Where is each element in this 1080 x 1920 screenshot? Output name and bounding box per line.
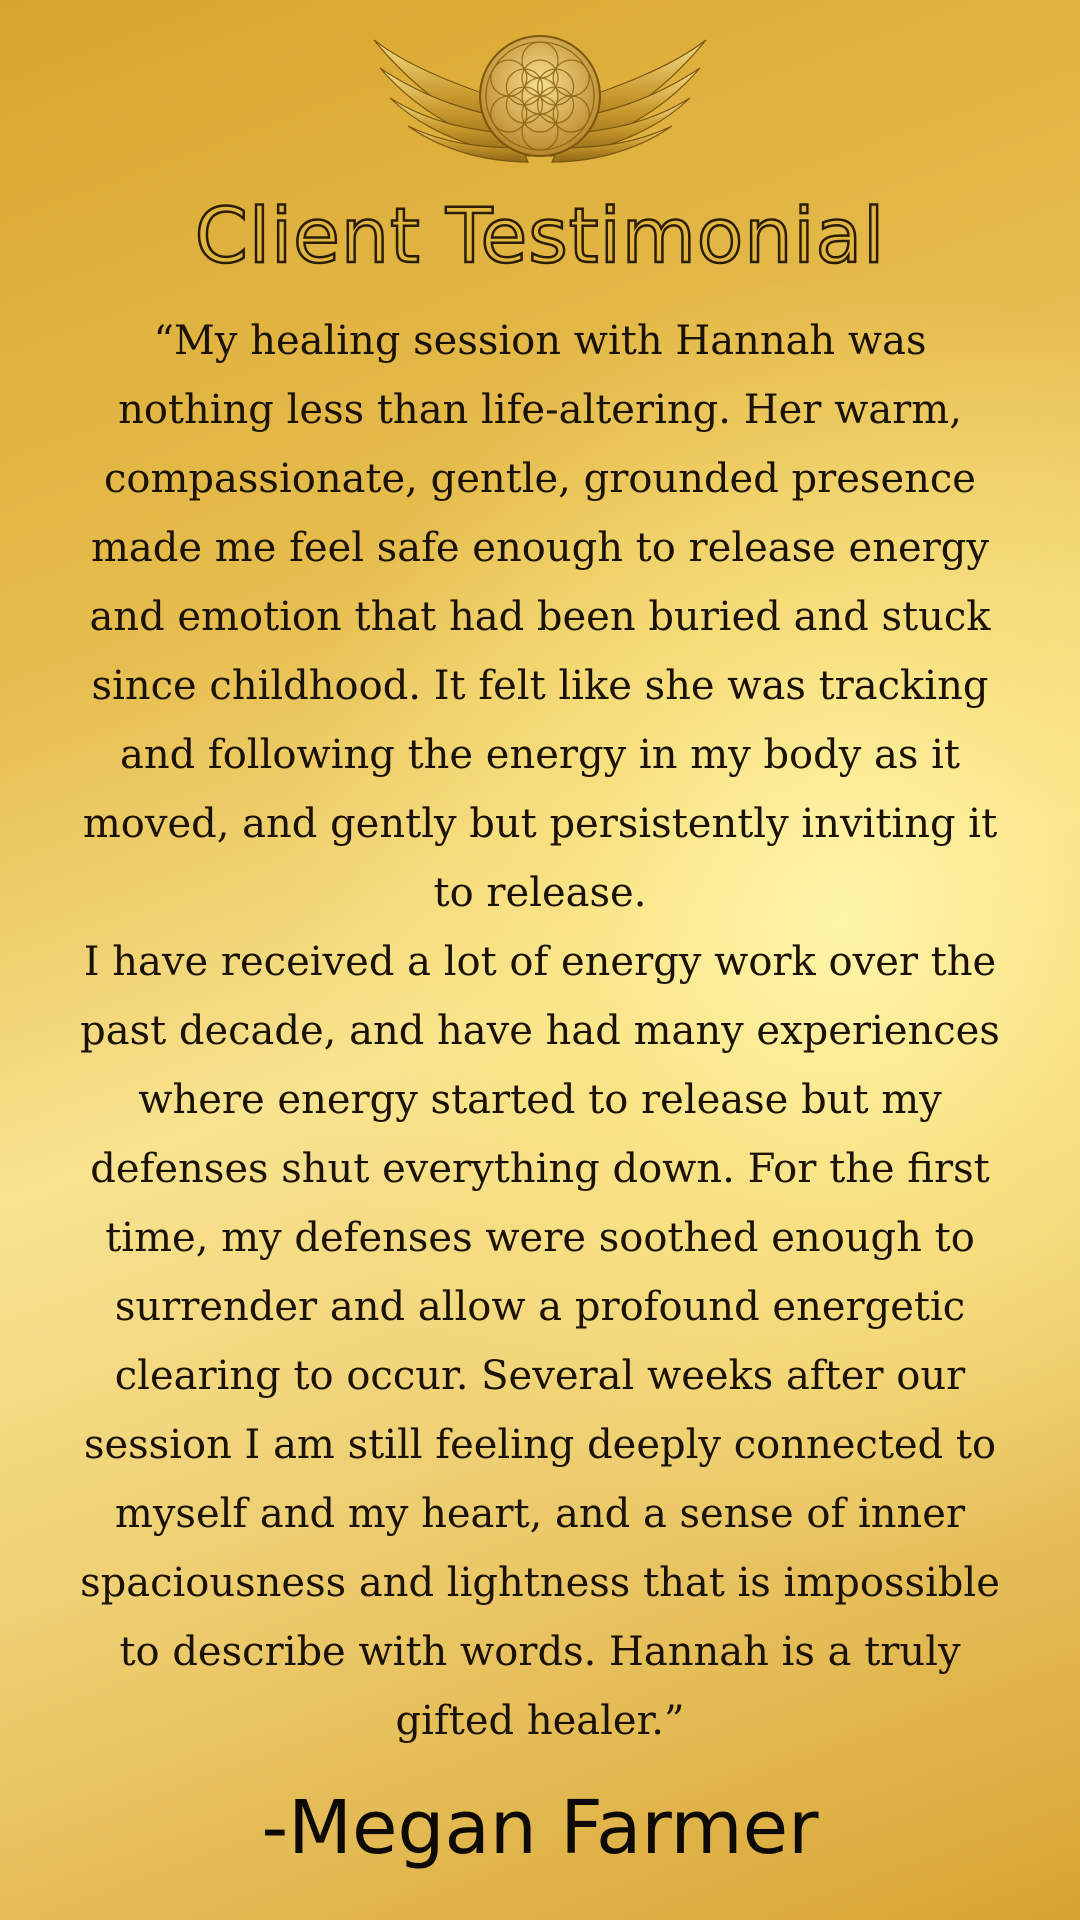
quote-line: compassionate, gentle, grounded presence [104, 456, 976, 502]
quote-line: surrender and allow a profound energetic [114, 1284, 966, 1330]
quote-line: nothing less than life-altering. Her warm, [118, 387, 962, 433]
quote-line: made me feel safe enough to release energy [91, 525, 989, 571]
quote-line: spaciousness and lightness that is impossible [80, 1560, 1000, 1606]
quote-line: time, my defenses were soothed enough to [105, 1215, 975, 1261]
quote-line: to release. [433, 870, 647, 916]
quote-line: session I am still feeling deeply connected to [83, 1422, 997, 1468]
quote-line: to describe with words. Hannah is a truly [119, 1629, 961, 1675]
quote-line: “My healing session with Hannah was [153, 318, 927, 364]
quote-line: I have received a lot of energy work over the [83, 939, 997, 985]
quote-line: gifted healer.” [395, 1698, 685, 1744]
quote-line: myself and my heart, and a sense of inner [114, 1491, 966, 1537]
quote-line: and following the energy in my body as it [119, 732, 961, 778]
quote-line: and emotion that had been buried and stuck [89, 594, 991, 640]
quote-line: moved, and gently but persistently inviting it [82, 801, 998, 847]
flower-of-life-icon [480, 36, 600, 156]
quote-line: clearing to occur. Several weeks after our [114, 1353, 966, 1399]
quote-line: since childhood. It felt like she was tracking [91, 663, 989, 709]
winged-flower-of-life-logo [370, 28, 710, 178]
quote-line: where energy started to release but my [138, 1077, 942, 1123]
page-title: Client Testimonial [194, 191, 886, 280]
quote-line: past decade, and have had many experiences [80, 1008, 1000, 1054]
quote-line: defenses shut everything down. For the first [90, 1146, 990, 1192]
testimonial-quote [40, 307, 1040, 1756]
author-name: -Megan Farmer [261, 1785, 819, 1871]
